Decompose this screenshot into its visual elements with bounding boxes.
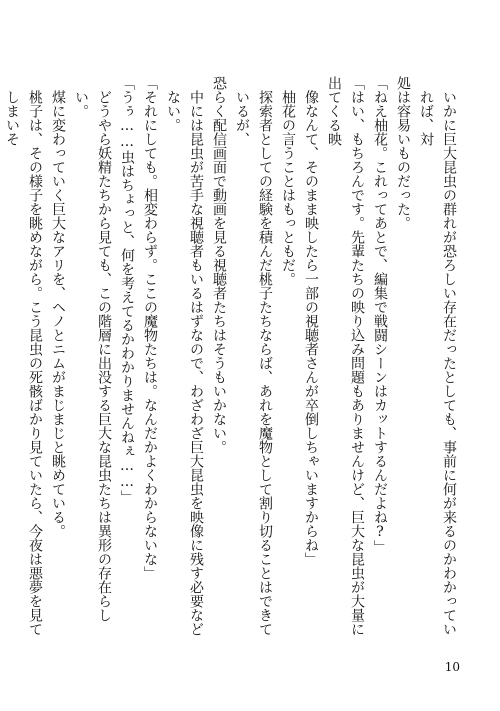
page-number: 10 bbox=[444, 660, 460, 674]
text-line: 桃子は、その様子を眺めながら。こう昆虫の死骸ばかり見ていたら、今夜は悪夢を見てしまいそ bbox=[4, 90, 43, 636]
text-line: どうやら妖精たちから見ても、この階層に出没する巨大な昆虫たちは異形の存在らしい。 bbox=[73, 90, 112, 622]
text-line: 探索者としての経験を積んだ桃子たちならば、あれを魔物として割り切ることはできているが、 bbox=[234, 90, 273, 636]
text-line: 恐らく配信画面で動画を見る視聴者たちはそうもいかない。 bbox=[211, 76, 227, 454]
text-line: 柚花の言うことはもっともだ。 bbox=[280, 90, 296, 286]
dialogue-line: 「はい、もちろんです。先輩たちの映り込み問題もありませんけど、巨大な昆虫が大量に出てくる映 bbox=[326, 76, 365, 636]
text-line: 処は容易いものだった。 bbox=[395, 76, 411, 230]
dialogue-line: 「それにしても。相変わらず。ここの魔物たちは。なんだかよくわからないな」 bbox=[142, 76, 158, 580]
vertical-text-body bbox=[4, 76, 460, 641]
text-line: 煤に変わっていく巨大なアリを、ヘノとニムがまじまじと眺めている。 bbox=[50, 90, 66, 538]
dialogue-line: 「ねえ柚花。これってあとで、編集で戦闘シーンはカットするんだよね?」 bbox=[372, 76, 388, 554]
text-line: 中には昆虫が苦手な視聴者もいるはずなので、わざわざ巨大昆虫を映像に残す必要などない。 bbox=[165, 90, 204, 636]
dialogue-line: 像なんて、そのまま映したら一部の視聴者さんが卒倒しちゃいますからね」 bbox=[303, 90, 319, 566]
dialogue-line: 「うぅ……虫はちょっと、何を考えてるかわかりませんねぇ……」 bbox=[119, 76, 135, 504]
text-line: いかに巨大昆虫の群れが恐ろしい存在だったとしても、事前に何が来るのかわかっていれば、対 bbox=[418, 90, 457, 636]
